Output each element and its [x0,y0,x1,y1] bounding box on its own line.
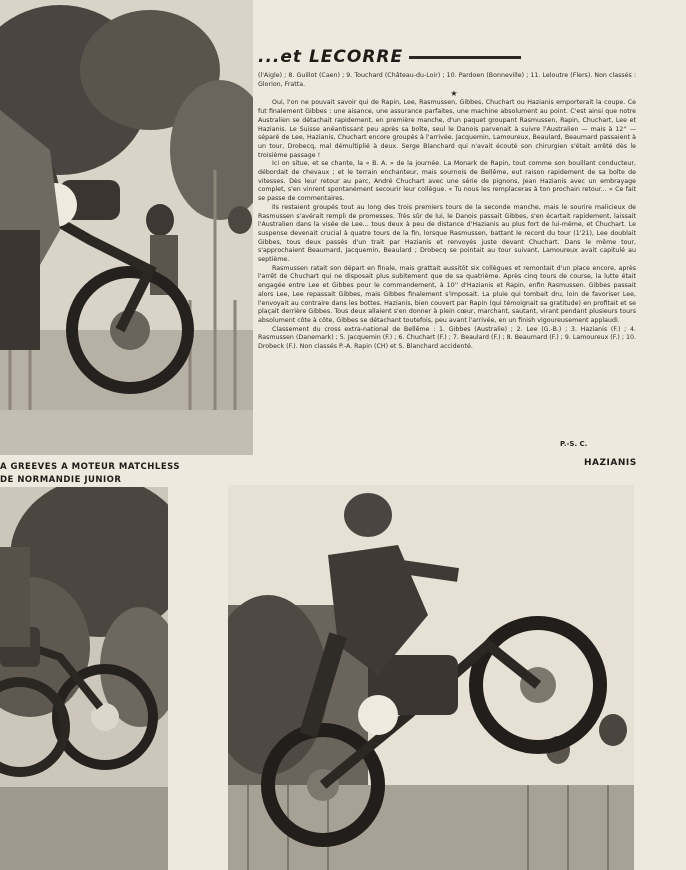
article-paragraph: Oui, l'on ne pouvait savoir qui de Rapin, Lee, Rasmussen, Gibbes, Chuchart ou Hazianis emporterait la coupe. Ce fut finalement Gibbes : une aisance, une assurance parfaites, une machine absolument au point. C'est ainsi que notre Australien se détachait rapidement, en première manche, d'un paquet groupant Rasmussen, Rapin, Chuchart, Lee et Hazianis. Le Suisse anéantissant peu après sa boîte, seul le Danois parvenait à suivre l'Australien — mais à 12'' — séparé de Lee, Hazianis, Chuchart encore groupés à l'arrivée. Jacquemin, Lamoureux, Beaulard, Beaumard passaient à un tour, Drobecq, mal démultiplié à deux. Serge Blanchard qui n'avait écouté son chirurgien s'était arrêté dès le troisième passage ! [258,99,636,159]
photo-rider-top-left [0,0,253,455]
title-text: ...et LECORRE [258,47,404,67]
title-rule [409,56,521,59]
caption-line: DE NORMANDIE JUNIOR [0,475,122,485]
photo-caption [0,461,180,487]
author-name: HAZIANIS [584,458,637,468]
article-title [258,47,636,69]
photo-hazianis-jump [228,485,634,870]
article-signature: P.-S. C. [560,440,588,448]
article-paragraph: Rasmussen ratait son départ en finale, mais grattait aussitôt six collègues et remontait d'un place encore, après l'arrêt de Chuchart qui ne disposait plus subitement que de sa quatrième. Après cinq tours de course, la lutte était engagée entre Lee et Gibbes pour le commandement, à 10'' d'Hazianis et Rapin, enfin Rasmussen. Gibbes passait alors Lee, Lee repassait Gibbes, mais Gibbes finalement s'imposait. La pluie qui tombait dru, loin de favoriser Lee, l'envoyait au contraire dans les bottes. Hazianis, bien couvert par Rapin (qui témoignait sa gratitude) en profitait et se plaçait derrière Gibbes. Tous deux allaient s'en donner à plein cœur, marchant, sautant, virant pendant plusieurs tours absolument côte à côte, Gibbes se détachant toutefois, peu avant l'arrivée, en un finish vigoureusement applaudi. [258,264,636,324]
article-paragraph: Ici on situe, et se chante, la « B. A. » de la journée. La Monark de Rapin, tout comme son bouillant conducteur, débordait de chevaux ; et le terrain enchanteur, mais sournois de Bellême, eut raison rapidement de sa boîte de vitesses. Dès leur retour au parc, André Chuchart avec une série de pignons, Jean Hazianis avec un embrayage complet, s'en vinrent spontanément secourir leur collègue. « Tu nous les remplaceras à ton prochain retour... » Ce fait se passe de commentaires. [258,160,636,203]
article-body [258,72,636,352]
star-separator: ★ [450,89,458,99]
article-paragraph: Ils restaient groupés tout au long des trois premiers tours de la seconde manche, mais le sourire malicieux de Rasmussen s'avérait rempli de promesses. Très sûr de lui, le Danois passait Gibbes, s'en écartait rapidement, laissait l'Australien dans la visée de Lee... tous deux à peu de distance d'Hazianis au plus fort de lui-même, et Chuchart. Le suspense devenait crucial à quatre tours de la fin, lorsque Rasmussen, battant le record du tour (1'21), Lee doublait Gibbes, tous deux passés d'un trait par Hazianis et renvoyés juste devant Chuchart. Dans le même tour, s'approchaient Beaumard, Jacquemin, Beaulard ; Drobecq se pointait au tour suivant, Lamoureux avait capitulé au septième. [258,203,636,264]
article-results: Classement du cross extra-national de Bellême : 1. Gibbes (Australie) ; 2. Lee (G.-B.) ; 3. Hazianis (F.) ; 4. Rasmussen (Danemark) ; 5. Jacquemin (F.) ; 6. Chuchart (F.) ; 7. Beaulard (F.) ; 8. Beaumard (F.) ; 9. Lamoureux (F.) ; 10. Drobeck (F.). Non classés P.-A. Rapin (CH) et S. Blanchard accidenté. [258,325,636,351]
caption-line: A GREEVES A MOTEUR MATCHLESS [0,462,180,472]
photo-greeves-bottom-left [0,487,168,870]
article-intro: (l'Aigle) ; 8. Guillot (Caen) ; 9. Touchard (Château-du-Loir) ; 10. Pardoen (Bonneville) ; 11. Leloutre (Flers). Non classés : Glorion, Fratta. [258,72,636,88]
